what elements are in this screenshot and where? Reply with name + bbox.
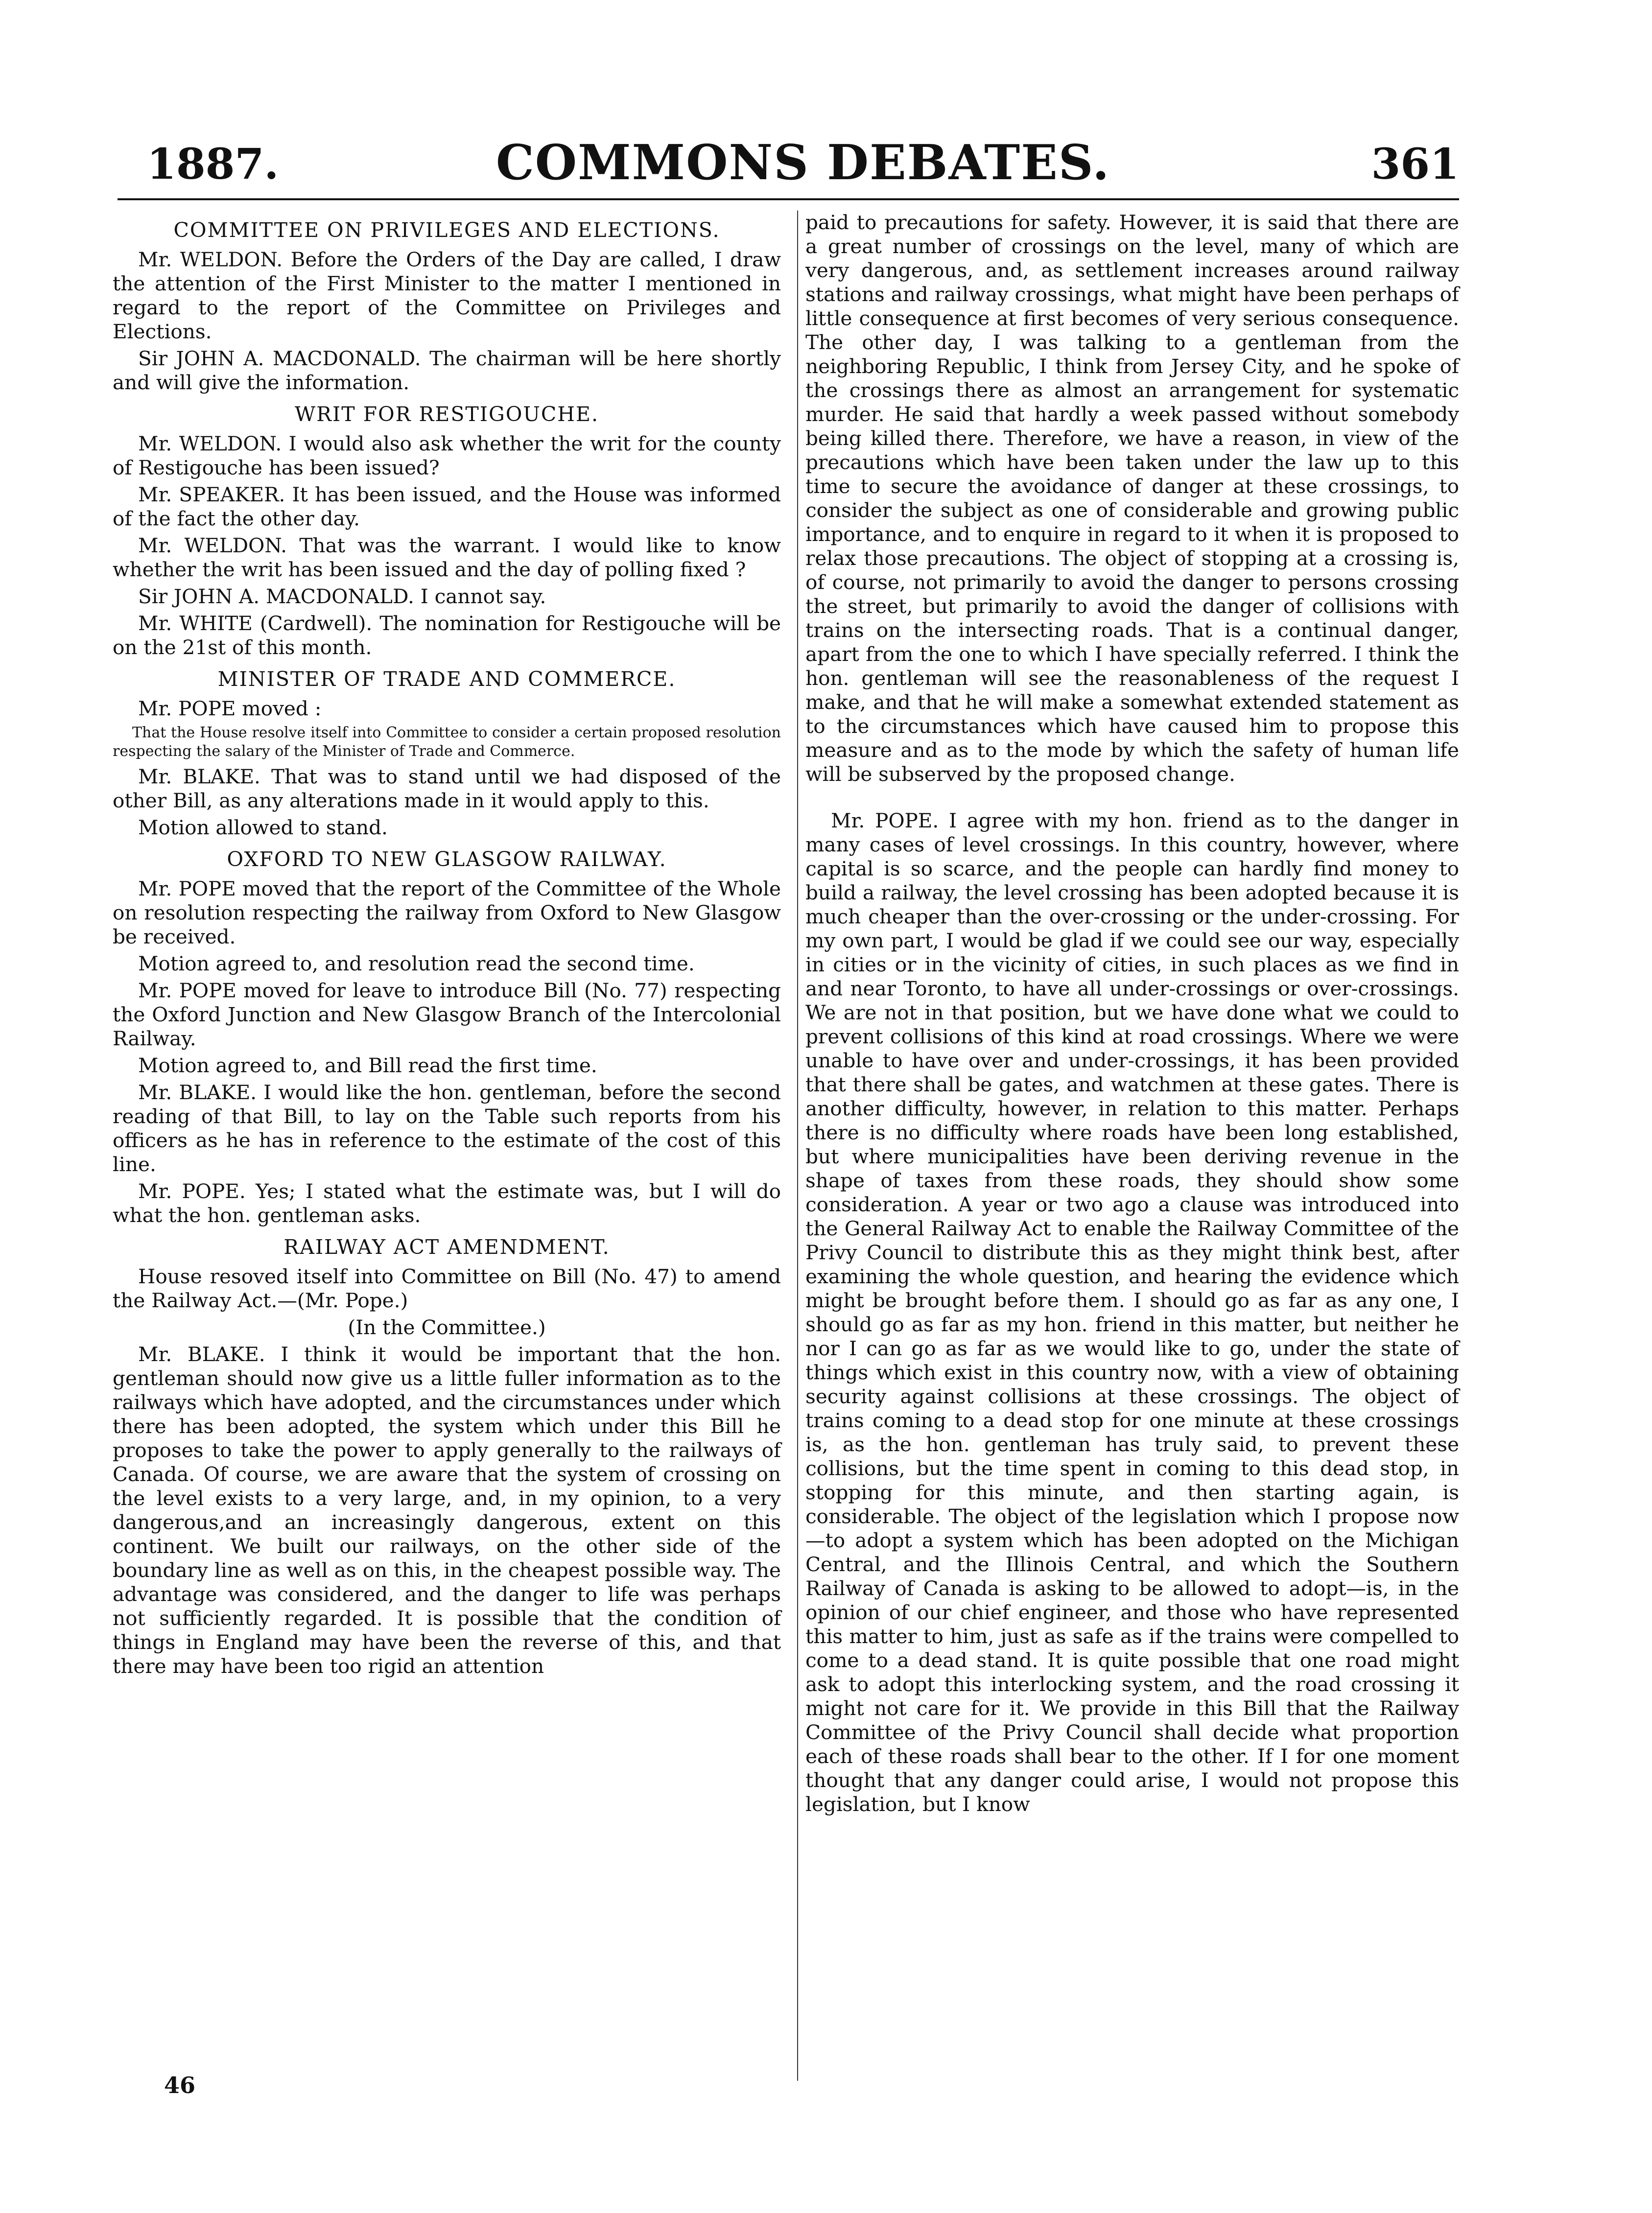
header-page-number: 361 <box>1371 140 1459 189</box>
motion-text: That the House resolve itself into Committee to consider a certain proposed resolution respecting the salary of the Minister of Trade and Commerce. <box>113 724 781 760</box>
right-column <box>805 211 1459 1819</box>
paragraph: House resoved itself into Committee on Bill (No. 47) to amend the Railway Act.—(Mr. Pope.) <box>113 1265 781 1312</box>
paragraph: Mr. POPE. I agree with my hon. friend as to the danger in many cases of level crossings. In this country, however, where capital is so scarce, and the people can hardly find money to build a railway, the level crossing has been adopted because it is much cheaper than the over-crossing or the under-crossing. For my own part, I would be glad if we could see our way, especially in cities or in the vicinity of cities, in such places as we find in and near Toronto, to have all under-crossings or over-crossings. We are not in that position, but we have done what we could to prevent collisions of this kind at road crossings. Where we were unable to have over and under-crossings, it has been provided that there shall be gates, and watchmen at these gates. There is another difficulty, however, in relation to this matter. Perhaps there is no difficulty where roads have been long established, but where municipalities have been deriving revenue in the shape of taxes from these roads, they should show some consideration. A year or two ago a clause was introduced into the General Railway Act to enable the Railway Committee of the Privy Council to distribute this as they might think best, after examining the whole question, and hearing the evidence which might be brought before them. I should go as far as any one, I should go as far as my hon. friend in this matter, but neither he nor I can go as far as we would like to go, under the state of things which exist in this country now, with a view of obtaining security against collisions at these crossings. The object of trains coming to a dead stop for one minute at these crossings is, as the hon. gentleman has truly said, to prevent these collisions, but the time spent in coming to this dead stop, in stopping for this minute, and then starting again, is considerable. The object of the legislation which I propose now—to adopt a system which has been adopted on the Michigan Central, and the Illinois Central, and which the Southern Railway of Canada is asking to be allowed to adopt—is, in the opinion of our chief engineer, and those who have represented this matter to him, just as safe as if the trains were compelled to come to a dead stand. It is quite possible that one road might ask to adopt this interlocking system, and the road crossing it might not care for it. We provide in this Bill that the Railway Committee of the Privy Council shall decide what proportion each of these roads shall bear to the other. If I for one moment thought that any danger could arise, I would not propose this legislation, but I know <box>805 809 1459 1816</box>
section-heading: COMMITTEE ON PRIVILEGES AND ELECTIONS. <box>173 218 720 242</box>
paragraph: Mr. POPE moved that the report of the Committee of the Whole on resolution respecting the railway from Oxford to New Glasgow be received. <box>113 877 781 948</box>
paragraph: Mr. BLAKE. That was to stand until we had disposed of the other Bill, as any alterations made in it would apply to this. <box>113 765 781 812</box>
paragraph: Mr. WELDON. I would also ask whether the writ for the county of Restigouche has been issued? <box>113 432 781 479</box>
paragraph: Mr. WELDON. Before the Orders of the Day are called, I draw the attention of the First Minister to the matter I mentioned in regard to the report of the Committee on Privileges and Elections. <box>113 248 781 343</box>
header-year: 1887. <box>147 140 279 189</box>
paragraph: Mr. BLAKE. I would like the hon. gentleman, before the second reading of that Bill, to lay on the Table such reports from his officers as he has in reference to the estimate of the cost of this line. <box>113 1081 781 1176</box>
paragraph: Mr. WELDON. That was the warrant. I would like to know whether the writ has been issued and the day of polling fixed ? <box>113 534 781 581</box>
paragraph: Mr. POPE moved : <box>138 697 322 720</box>
paragraph: Sir JOHN A. MACDONALD. The chairman will be here shortly and will give the information. <box>113 347 781 394</box>
left-column <box>113 211 781 1681</box>
section-heading: OXFORD TO NEW GLASGOW RAILWAY. <box>227 848 667 871</box>
section-heading: RAILWAY ACT AMENDMENT. <box>283 1235 610 1259</box>
paragraph: paid to precautions for safety. However, it is said that there are a great number of crossings on the level, many of which are very dangerous, and, as settlement increases around railway stations and railway crossings, what might have been perhaps of little consequence at first becomes of very serious consequence. The other day, I was talking to a gentleman from the neighboring Republic, I think from Jersey City, and he spoke of the crossings there as almost an arrangement for systematic murder. He said that hardly a week passed without somebody being killed there. Therefore, we have a reason, in view of the precautions which have been taken under the law up to this time to secure the avoidance of danger at these crossings, to consider the subject as one of considerable and growing public importance, and to enquire in regard to it when it is proposed to relax those precautions. The object of stopping at a crossing is, of course, not primarily to avoid the danger to persons crossing the street, but primarily to avoid the danger of collisions with trains on the intersecting roads. That is a continual danger, apart from the one to which I have specially referred. I think the hon. gentleman will see the reasonableness of the request I make, and that he will make a somewhat extended statement as to the circumstances which have caused him to propose this measure and as to the mode by which the safety of human life will be subserved by the proposed change. <box>805 211 1459 786</box>
paragraph: Motion agreed to, and Bill read the first time. <box>138 1054 597 1077</box>
header-title: COMMONS DEBATES. <box>496 135 1110 191</box>
paragraph: Mr. BLAKE. I think it would be important that the hon. gentleman should now give us a little fuller information as to the railways which have adopted, and the circumstances under which there has been adopted, the system which under this Bill he proposes to take the power to apply generally to the railways of Canada. Of course, we are aware that the system of crossing on the level exists to a very large, and, in my opinion, to a very dangerous,and an increasingly dangerous, extent on this continent. We built our railways, on the other side of the boundary line as well as on this, in the cheapest possible way. The advantage was considered, and the danger to life was perhaps not sufficiently regarded. It is possible that the condition of things in England may have been the reverse of this, and that there may have been too rigid an attention <box>113 1342 781 1678</box>
section-heading: MINISTER OF TRADE AND COMMERCE. <box>217 667 676 691</box>
paragraph: Sir JOHN A. MACDONALD. I cannot say. <box>138 585 546 608</box>
paragraph: Mr. WHITE (Cardwell). The nomination for Restigouche will be on the 21st of this month. <box>113 612 781 659</box>
paragraph: Motion allowed to stand. <box>138 816 388 839</box>
page-header <box>147 122 1459 196</box>
section-heading: WRIT FOR RESTIGOUCHE. <box>295 402 599 426</box>
paragraph: Mr. POPE. Yes; I stated what the estimate was, but I will do what the hon. gentleman asks. <box>113 1179 781 1227</box>
paragraph: Motion agreed to, and resolution read the second time. <box>138 952 695 975</box>
signature-mark: 46 <box>164 2072 196 2098</box>
paragraph: Mr. POPE moved for leave to introduce Bill (No. 77) respecting the Oxford Junction and New Glasgow Branch of the Intercolonial Railway. <box>113 979 781 1050</box>
header-rule <box>118 198 1459 200</box>
committee-note: (In the Committee.) <box>348 1316 546 1339</box>
paragraph: Mr. SPEAKER. It has been issued, and the House was informed of the fact the other day. <box>113 483 781 530</box>
paragraph-gap <box>805 789 1459 809</box>
column-divider <box>797 211 798 2081</box>
